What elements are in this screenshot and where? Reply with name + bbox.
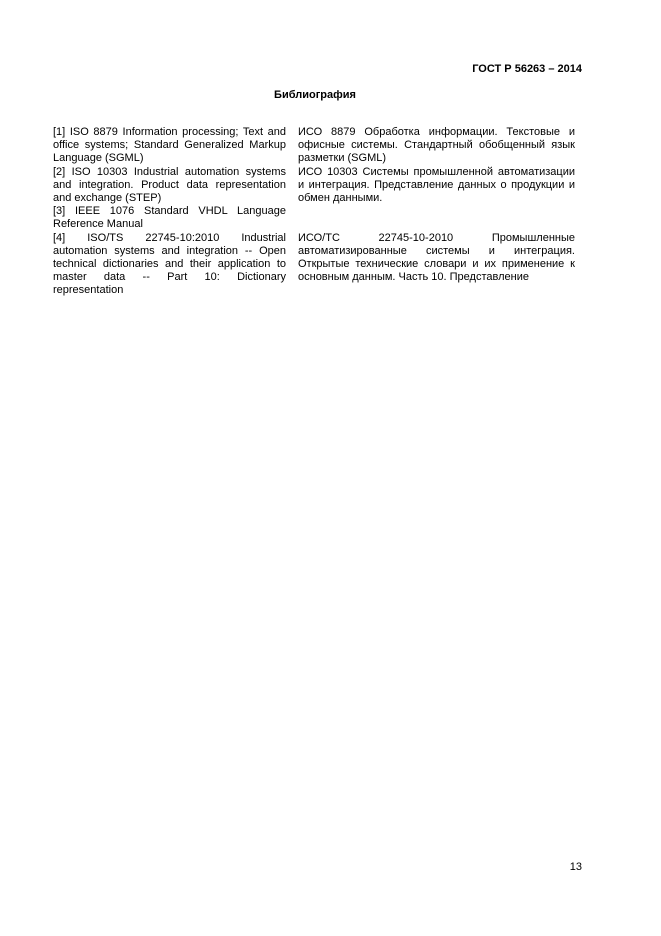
bibliography-entry [53, 205, 575, 231]
entry-russian-title: ИСО 10303 Системы промышленной автоматизации и интеграция. Представление данных о продукции и обмен данными. [298, 165, 575, 205]
section-title: Библиография [274, 89, 356, 101]
bibliography-entry [53, 232, 575, 298]
entry-russian-title: ИСО/ТС 22745-10-2010 Промышленные автоматизированные системы и интеграция. Открытые технические словари и их применение к основным данным. Часть 10. Представление [298, 231, 575, 284]
entry-original-title: [1] ISO 8879 Information processing; Text and office systems; Standard Generalized Markup Language (SGML) [53, 126, 286, 165]
entry-original-title: [4] ISO/TS 22745-10:2010 Industrial automation systems and integration -- Open technical dictionaries and their application to master data -- Part 10: Dictionary representation [53, 231, 286, 297]
standard-identifier: ГОСТ Р 56263 – 2014 [472, 63, 582, 75]
page-number: 13 [569, 861, 582, 873]
bibliography-entry [53, 126, 575, 166]
bibliography-entry [53, 166, 575, 206]
entry-russian-title: ИСО 8879 Обработка информации. Текстовые и офисные системы. Стандартный обобщенный язык разметки (SGML) [298, 126, 575, 165]
entry-original-title: [3] IEEE 1076 Standard VHDL Language Reference Manual [53, 205, 286, 231]
entry-russian-title [298, 205, 575, 231]
entry-original-title: [2] ISO 10303 Industrial automation systems and integration. Product data representation and exchange (STEP) [53, 165, 286, 205]
bibliography-table [53, 126, 575, 298]
